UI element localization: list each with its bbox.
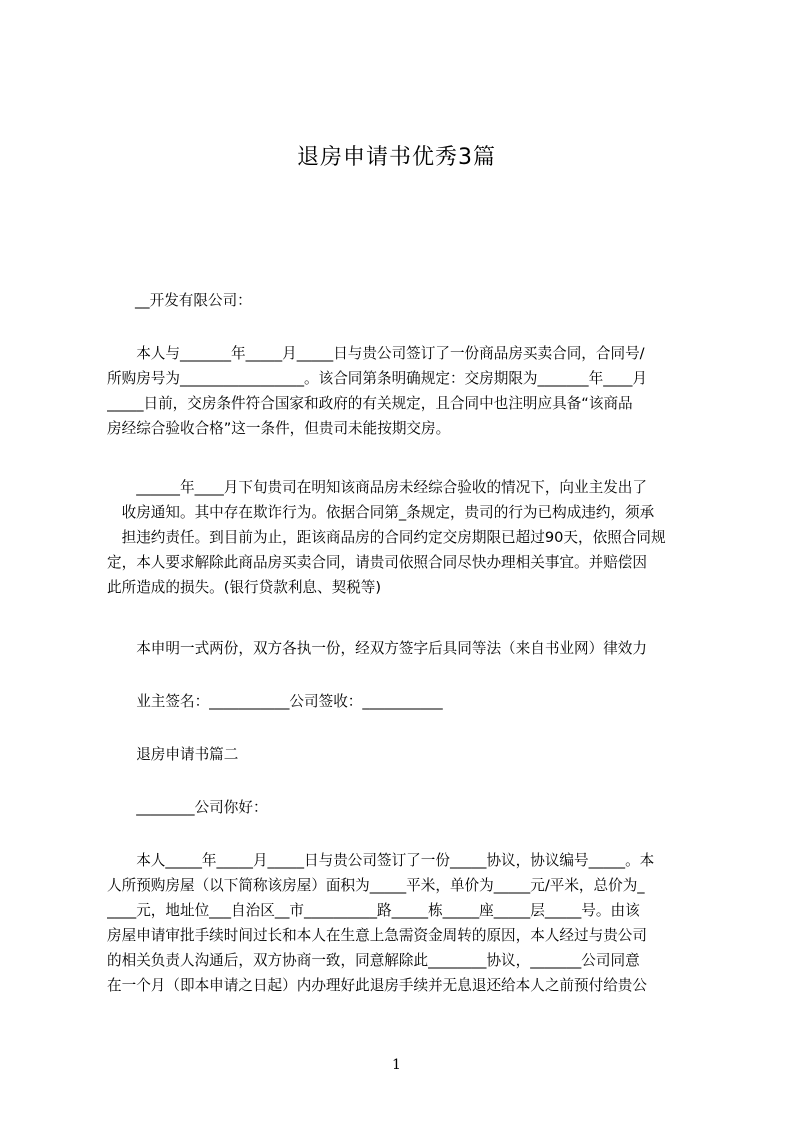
body-paragraph-3 <box>107 636 697 661</box>
text-line: 定，本人要求解除此商品房买卖合同，请贵司依照合同尽快办理相关事宜。并赔偿因 <box>107 554 647 571</box>
text-line: 的相关负责人沟通后，双方协商一致，同意解除此________协议，_______公司同意 <box>107 952 640 969</box>
text-line: _____日前，交房条件符合国家和政府的有关规定，且合同中也注明应具备“该商品 <box>107 395 633 412</box>
text-line: ____元，地址位___自治区__市__________路_____栋_____座_____层_____号。由该 <box>107 902 640 919</box>
text-line: 在一个月（即本申请之日起）内办理好此退房手续并无息退还给本人之前预付给贵公 <box>107 977 647 994</box>
text-line: 担违约责任。到目前为止，距该商品房的合同约定交房期限已超过90天，依照合同规 <box>107 529 666 546</box>
section-heading <box>107 742 697 767</box>
text-line: 所购房号为_________________。该合同第条明确规定：交房期限为_______年____月 <box>107 370 647 387</box>
text-line: 退房申请书篇二 <box>107 746 239 763</box>
text-line: 收房通知。其中存在欺诈行为。依据合同第_条规定，贵司的行为已构成违约，须承 <box>107 504 655 521</box>
salutation-paragraph <box>107 288 697 313</box>
text-line: 业主签名：___________公司签收：___________ <box>107 693 443 710</box>
body-paragraph-2 <box>107 475 697 600</box>
text-line: 此所造成的损失。(银行贷款利息、契税等) <box>107 579 382 596</box>
text-line: 本人与_______年_____月_____日与贵公司签订了一份商品房买卖合同，合同号/ <box>107 345 645 362</box>
body-paragraph-4 <box>107 848 697 998</box>
text-line: ______年____月下旬贵司在明知该商品房未经综合验收的情况下，向业主发出了 <box>107 479 647 496</box>
body-paragraph-1 <box>107 341 697 441</box>
text-line: __开发有限公司： <box>135 292 252 309</box>
signature-line <box>107 689 697 714</box>
text-line: 本人_____年_____月_____日与贵公司签订了一份_____协议，协议编号_____。本 <box>107 852 655 869</box>
document-title: 退房申请书优秀3篇 <box>297 145 496 170</box>
page-number: 1 <box>392 1057 401 1073</box>
text-line: 人所预购房屋（以下简称该房屋）面积为_____平米，单价为_____元/平米，总价为_ <box>107 877 645 894</box>
salutation-paragraph-2 <box>107 795 697 820</box>
text-line: ________公司你好： <box>107 799 268 816</box>
text-line: 房经综合验收合格”这一条件，但贵司未能按期交房。 <box>107 420 451 437</box>
text-line: 本申明一式两份，双方各执一份，经双方签字后具同等法（来自书业网）律效力 <box>107 640 647 657</box>
text-line: 房屋申请审批手续时间过长和本人在生意上急需资金周转的原因，本人经过与贵公司 <box>107 927 647 944</box>
